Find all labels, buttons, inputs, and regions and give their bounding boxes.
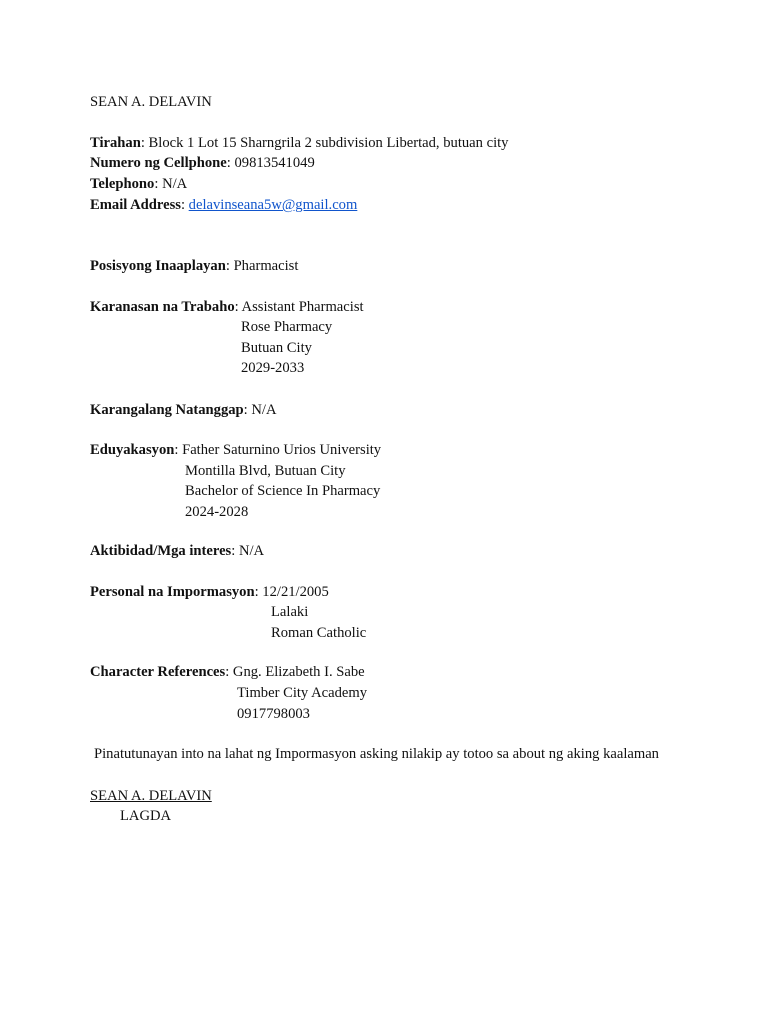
address-value: Block 1 Lot 15 Sharngrila 2 subdivision Libertad, butuan city [148, 135, 509, 151]
applicant-name: SEAN A. DELAVIN [90, 94, 212, 110]
cellphone-row: Numero ng Cellphone: 09813541049 [90, 155, 315, 171]
cellphone-label: Numero ng Cellphone [90, 155, 227, 171]
telephone-row: Telephono: N/A [90, 176, 188, 192]
address-row: Tirahan: Block 1 Lot 15 Sharngrila 2 subdivision Libertad, butuan city [90, 135, 509, 151]
telephone-label: Telephono [90, 176, 155, 192]
experience-line: Butuan City [241, 340, 312, 356]
honors-row: Karangalang Natanggap: N/A [90, 402, 277, 418]
personal-line: Roman Catholic [271, 625, 367, 641]
signature-label: LAGDA [120, 808, 172, 824]
certification-statement: Pinatutunayan into na lahat ng Impormasyon asking nilakip ay totoo sa about ng aking kaalaman [94, 746, 659, 762]
cellphone-value: 09813541049 [234, 155, 315, 171]
personal-line: 12/21/2005 [262, 584, 329, 600]
honors-value: N/A [251, 402, 277, 418]
position-label: Posisyong Inaaplayan [90, 258, 226, 274]
personal-line: Lalaki [271, 604, 309, 620]
references-line: Timber City Academy [237, 685, 367, 701]
education-line: 2024-2028 [185, 504, 249, 520]
honors-label: Karangalang Natanggap [90, 402, 244, 418]
address-label: Tirahan [90, 135, 141, 151]
activities-label: Aktibidad/Mga interes [90, 543, 232, 559]
education-line: Montilla Blvd, Butuan City [185, 463, 346, 479]
telephone-value: N/A [162, 176, 188, 192]
references-line: 0917798003 [237, 706, 310, 722]
references-line: Gng. Elizabeth I. Sabe [232, 664, 365, 680]
education-line: Father Saturnino Urios University [182, 442, 382, 458]
references-row: Character References: Gng. Elizabeth I. Sabe [90, 664, 365, 680]
personal-label: Personal na Impormasyon [90, 584, 255, 600]
email-row: Email Address: delavinseana5w@gmail.com [90, 197, 358, 213]
signature-name: SEAN A. DELAVIN [90, 788, 212, 804]
activities-row: Aktibidad/Mga interes: N/A [90, 543, 265, 559]
activities-value: N/A [238, 543, 265, 559]
email-label: Email Address [90, 197, 181, 213]
email-link[interactable]: delavinseana5w@gmail.com [188, 197, 358, 213]
experience-label: Karanasan na Trabaho [90, 299, 235, 315]
education-line: Bachelor of Science In Pharmacy [185, 483, 381, 499]
experience-line: Rose Pharmacy [241, 319, 333, 335]
personal-row: Personal na Impormasyon: 12/21/2005 [90, 584, 329, 600]
education-row: Eduyakasyon: Father Saturnino Urios University [90, 442, 382, 458]
experience-line: Assistant Pharmacist [241, 299, 364, 315]
position-value: Pharmacist [233, 258, 299, 274]
experience-line: 2029-2033 [241, 360, 305, 376]
position-row: Posisyong Inaaplayan: Pharmacist [90, 258, 299, 274]
references-label: Character References [90, 664, 226, 680]
experience-row: Karanasan na Trabaho: Assistant Pharmacist [90, 299, 364, 315]
education-label: Eduyakasyon [90, 442, 175, 458]
